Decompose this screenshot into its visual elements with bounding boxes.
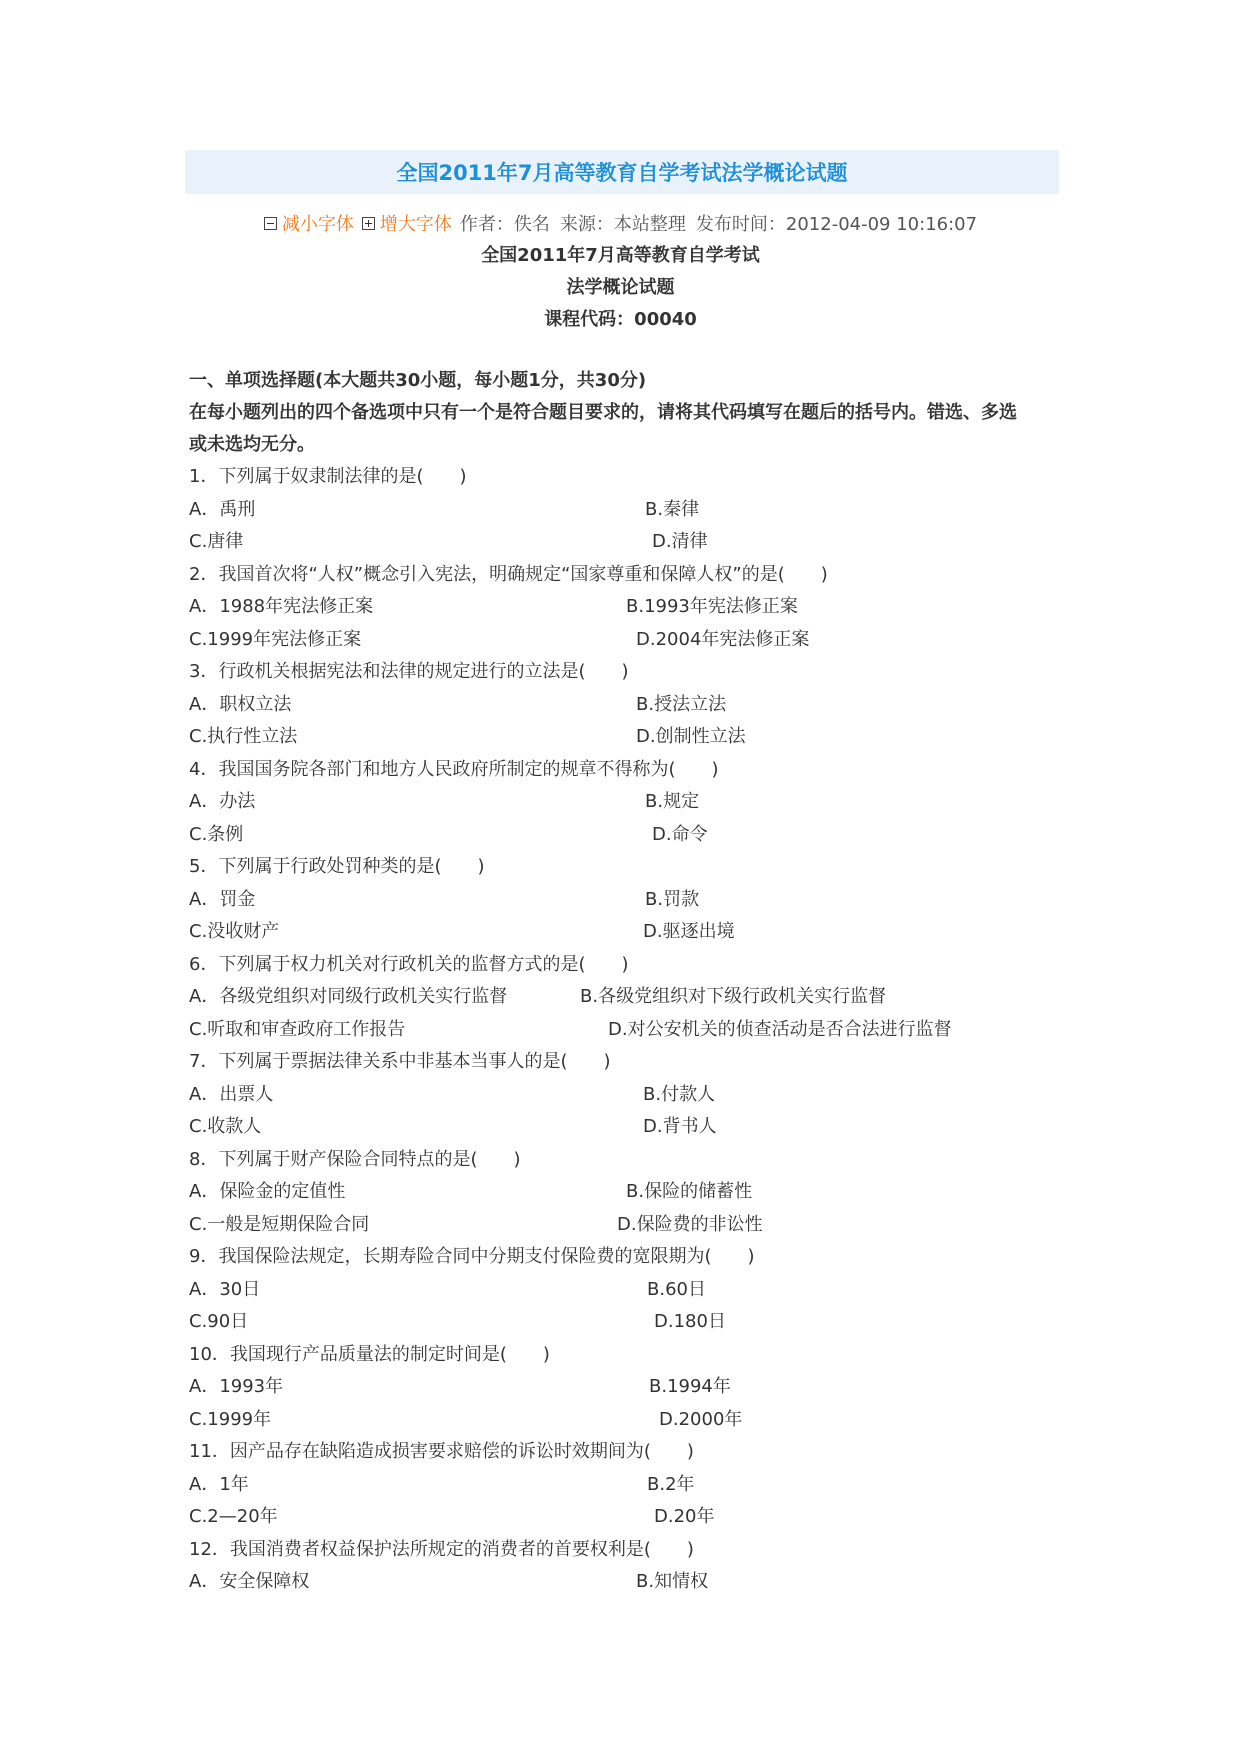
option-d: D.命令 [652,823,708,845]
option-b: B.保险的储蓄性 [626,1181,753,1202]
option-d: D.驱逐出境 [643,921,735,942]
option-c: C.没收财产 [189,921,280,942]
option-d: D.2004年宪法修正案 [636,628,810,650]
exam-header-line: 全国2011年7月高等教育自学考试 [481,245,760,266]
question-text: 3．行政机关根据宪法和法律的规定进行的立法是( ) [189,661,629,682]
option-a: A．职权立法 [189,693,292,715]
option-b: B.1994年 [649,1376,731,1397]
section-instructions-line-1: 在每小题列出的四个备选项中只有一个是符合题目要求的，请将其代码填写在题后的括号内。错选、多选 [189,402,1017,423]
question-text: 7．下列属于票据法律关系中非基本当事人的是( ) [189,1051,611,1072]
question-text: 5．下列属于行政处罚种类的是( ) [189,856,485,877]
option-c: C.1999年 [189,1408,272,1430]
question-text: 2．我国首次将“人权”概念引入宪法，明确规定“国家尊重和保障人权”的是( ) [189,563,828,585]
article-meta [0,210,1241,236]
minus-box-icon [264,217,277,230]
option-c: C.收款人 [189,1116,262,1137]
option-a: A．安全保障权 [189,1571,310,1592]
question-text: 9．我国保险法规定，长期寿险合同中分期支付保险费的宽限期为( ) [189,1246,755,1267]
option-b: B.授法立法 [636,693,727,715]
option-b: B.2年 [647,1473,695,1495]
publish-time: 发布时间：2012-04-09 10:16:07 [695,214,978,235]
question-text: 10．我国现行产品质量法的制定时间是( ) [189,1343,550,1365]
option-a: A．1年 [189,1473,249,1495]
option-b: B.知情权 [636,1571,709,1592]
question-text: 6．下列属于权力机关对行政机关的监督方式的是( ) [189,953,629,975]
question-text: 4．我国国务院各部门和地方人民政府所制定的规章不得称为( ) [189,758,719,780]
option-b: B.付款人 [643,1083,716,1105]
decrease-font-label: 减小字体 [281,214,354,235]
option-a: A．禹刑 [189,498,256,520]
title-banner [185,150,1059,194]
section-instructions-line-2: 或未选均无分。 [189,434,315,455]
decrease-font-button[interactable] [264,210,354,236]
option-d: D.创制性立法 [636,726,746,747]
option-c: C.一般是短期保险合同 [189,1213,370,1235]
option-d: D.保险费的非讼性 [617,1213,763,1235]
option-a: A．出票人 [189,1083,274,1105]
option-a: A．保险金的定值性 [189,1181,346,1202]
option-d: D.2000年 [659,1408,743,1430]
question-text: 12．我国消费者权益保护法所规定的消费者的首要权利是( ) [189,1538,694,1560]
option-a: A．罚金 [189,888,256,910]
increase-font-button[interactable] [362,210,452,236]
option-c: C.条例 [189,823,244,845]
option-a: A．各级党组织对同级行政机关实行监督 [189,986,508,1007]
question-text: 1．下列属于奴隶制法律的是( ) [189,466,467,487]
option-d: D.清律 [652,531,708,552]
option-c: C.听取和审查政府工作报告 [189,1018,406,1040]
section-heading: 一、单项选择题(本大题共30小题，每小题1分，共30分) [189,370,647,391]
question-text: 11．因产品存在缺陷造成损害要求赔偿的诉讼时效期间为( ) [189,1441,694,1462]
exam-subject-line: 法学概论试题 [566,277,675,298]
option-b: B.规定 [645,791,700,812]
option-a: A．1988年宪法修正案 [189,596,374,617]
option-b: B.秦律 [645,498,700,520]
option-a: A．30日 [189,1278,261,1300]
option-c: C.唐律 [189,531,244,552]
author: 作者：佚名 [459,214,550,235]
option-d: D.背书人 [643,1116,717,1137]
option-a: A．1993年 [189,1376,284,1397]
increase-font-label: 增大字体 [379,214,452,235]
option-d: D.对公安机关的侦查活动是否合法进行监督 [608,1018,952,1040]
option-b: B.罚款 [645,888,700,910]
page-title: 全国2011年7月高等教育自学考试法学概论试题 [396,161,848,185]
option-d: D.180日 [654,1311,726,1332]
option-d: D.20年 [654,1506,715,1527]
option-c: C.1999年宪法修正案 [189,628,362,650]
option-a: A．办法 [189,791,256,812]
option-c: C.执行性立法 [189,726,298,747]
option-b: B.1993年宪法修正案 [626,596,798,617]
course-code-line: 课程代码：00040 [544,309,697,330]
source: 来源：本站整理 [559,214,686,235]
option-b: B.60日 [647,1278,706,1300]
option-c: C.2—20年 [189,1506,278,1527]
option-b: B.各级党组织对下级行政机关实行监督 [580,986,887,1007]
plus-box-icon [362,217,375,230]
option-c: C.90日 [189,1311,249,1332]
question-text: 8．下列属于财产保险合同特点的是( ) [189,1148,521,1170]
